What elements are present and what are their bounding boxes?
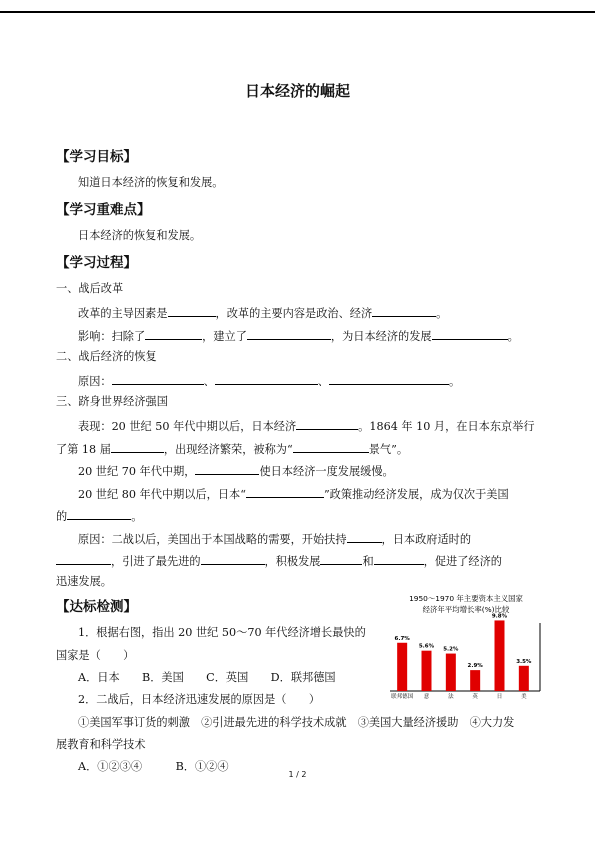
blank-field[interactable] <box>320 553 362 565</box>
blank-field[interactable] <box>201 553 265 565</box>
text: 。 <box>436 307 448 320</box>
growth-rate-bar-chart <box>386 591 546 701</box>
chart-bar <box>495 620 505 691</box>
page-title: 日本经济的崛起 <box>244 82 350 100</box>
recovery-line-1 <box>78 373 460 389</box>
text: ，为日本经济的发展 <box>330 330 432 343</box>
blank-field[interactable] <box>293 441 369 453</box>
chart-data-label: 3.5% <box>516 658 532 665</box>
blank-field[interactable] <box>56 553 111 565</box>
text: 。1864 年 10 月，在日本东京举行 <box>358 420 535 433</box>
text: 原因： <box>78 375 112 388</box>
text: 使日本经济一度发展缓慢。 <box>259 465 394 478</box>
power-line-8: 迅速发展。 <box>56 575 112 588</box>
power-line-5 <box>56 508 142 524</box>
text: 。 <box>131 510 143 523</box>
reform-line-2 <box>78 328 519 344</box>
blank-field[interactable] <box>246 486 324 498</box>
power-line-4 <box>78 486 509 502</box>
process-heading: 【学习过程】 <box>56 255 137 271</box>
chart-data-label: 2.9% <box>467 663 483 670</box>
chart-data-label: 6.7% <box>394 635 410 642</box>
blank-field[interactable] <box>374 553 424 565</box>
q2-line-2: ①美国军事订货的刺激 ②引进最先进的科学技术成就 ③美国大量经济援助 ④大力发 <box>78 716 515 729</box>
page-number: 1 / 2 <box>288 770 307 779</box>
blank-field[interactable] <box>145 328 202 340</box>
chart-category-label: 法 <box>448 694 454 700</box>
text: 、 <box>317 375 329 388</box>
blank-field[interactable] <box>372 305 436 317</box>
section-heading-recovery: 二、战后经济的恢复 <box>56 350 157 363</box>
chart-data-label: 5.6% <box>418 643 435 650</box>
text: 、 <box>203 375 215 388</box>
text: 了第 18 届 <box>56 443 111 456</box>
text: ，促进了经济的 <box>423 555 502 568</box>
blank-field[interactable] <box>111 441 164 453</box>
blank-field[interactable] <box>112 373 204 385</box>
chart-category-label: 意 <box>423 694 430 700</box>
power-line-2 <box>56 441 408 457</box>
text: 原因：二战以后，美国出于本国战略的需要，开始扶持 <box>78 533 347 546</box>
blank-field[interactable] <box>215 373 318 385</box>
q2-line-3: 展教育和科学技术 <box>56 738 146 751</box>
chart-title: 1950～1970 年主要资本主义国家 <box>409 594 523 603</box>
text: 影响：扫除了 <box>78 330 146 343</box>
chart-category-label: 英 <box>472 694 478 700</box>
blank-field[interactable] <box>247 328 331 340</box>
text: 。 <box>507 330 519 343</box>
chart-bar <box>446 654 456 691</box>
text: ，积极发展 <box>264 555 321 568</box>
power-line-6 <box>78 531 471 547</box>
chart-bar <box>422 651 432 691</box>
text: ”政策推动经济发展，成为仅次于美国 <box>323 488 509 501</box>
blank-field[interactable] <box>329 373 449 385</box>
chart-bar <box>470 670 480 691</box>
key-heading: 【学习重难点】 <box>56 202 151 218</box>
text: 的 <box>56 510 68 523</box>
reform-line-1 <box>78 305 447 321</box>
text: 。 <box>448 375 461 388</box>
power-line-3 <box>78 463 394 479</box>
blank-field[interactable] <box>168 305 216 317</box>
chart-category-label: 联邦德国 <box>391 694 414 700</box>
section-heading-power: 三、跻身世界经济强国 <box>56 395 168 408</box>
blank-field[interactable] <box>432 328 508 340</box>
chart-category-label: 美 <box>521 694 527 700</box>
chart-data-label: 5.2% <box>443 646 459 653</box>
text: 20 世纪 80 年代中期以后，日本“ <box>78 488 246 501</box>
chart-category-label: 日 <box>496 694 503 700</box>
q2-line-1: 2．二战后，日本经济迅速发展的原因是（ ） <box>78 693 321 706</box>
text: 表现：20 世纪 50 年代中期以后，日本经济 <box>78 420 297 433</box>
blank-field[interactable] <box>296 418 358 430</box>
power-line-7 <box>56 553 502 569</box>
text: ，日本政府适时的 <box>381 533 472 546</box>
section-heading-reform: 一、战后改革 <box>56 282 124 295</box>
text: 20 世纪 70 年代中期， <box>78 465 196 478</box>
chart-title: 经济年平均增长率(%)比较 <box>422 605 510 614</box>
header-rule <box>0 11 595 13</box>
q1-line-1: 1．根据右图，指出 20 世纪 50～70 年代经济增长最快的 <box>78 626 366 639</box>
text: ，建立了 <box>202 330 247 343</box>
check-heading: 【达标检测】 <box>56 599 137 615</box>
text: ，出现经济繁荣，被称为“ <box>163 443 293 456</box>
text: 景气”。 <box>368 443 409 456</box>
text: ，改革的主要内容是政治、经济 <box>215 307 373 320</box>
blank-field[interactable] <box>347 531 382 543</box>
text: 改革的主导因素是 <box>78 307 168 320</box>
q1-options: A．日本 B．美国 C．英国 D．联邦德国 <box>78 671 336 684</box>
chart-data-label: 9.8% <box>491 613 508 620</box>
chart-bar <box>519 666 529 691</box>
blank-field[interactable] <box>67 508 131 520</box>
blank-field[interactable] <box>195 463 259 475</box>
goal-heading: 【学习目标】 <box>56 149 137 165</box>
goal-text: 知道日本经济的恢复和发展。 <box>78 176 224 189</box>
key-text: 日本经济的恢复和发展。 <box>78 229 202 242</box>
chart-bar <box>397 643 407 691</box>
power-line-1 <box>78 418 535 434</box>
q2-options: A．①②③④ B．①②④ <box>78 760 229 773</box>
text: ，引进了最先进的 <box>111 555 201 568</box>
text: 和 <box>362 555 374 568</box>
q1-line-2: 国家是（ ） <box>56 649 135 662</box>
